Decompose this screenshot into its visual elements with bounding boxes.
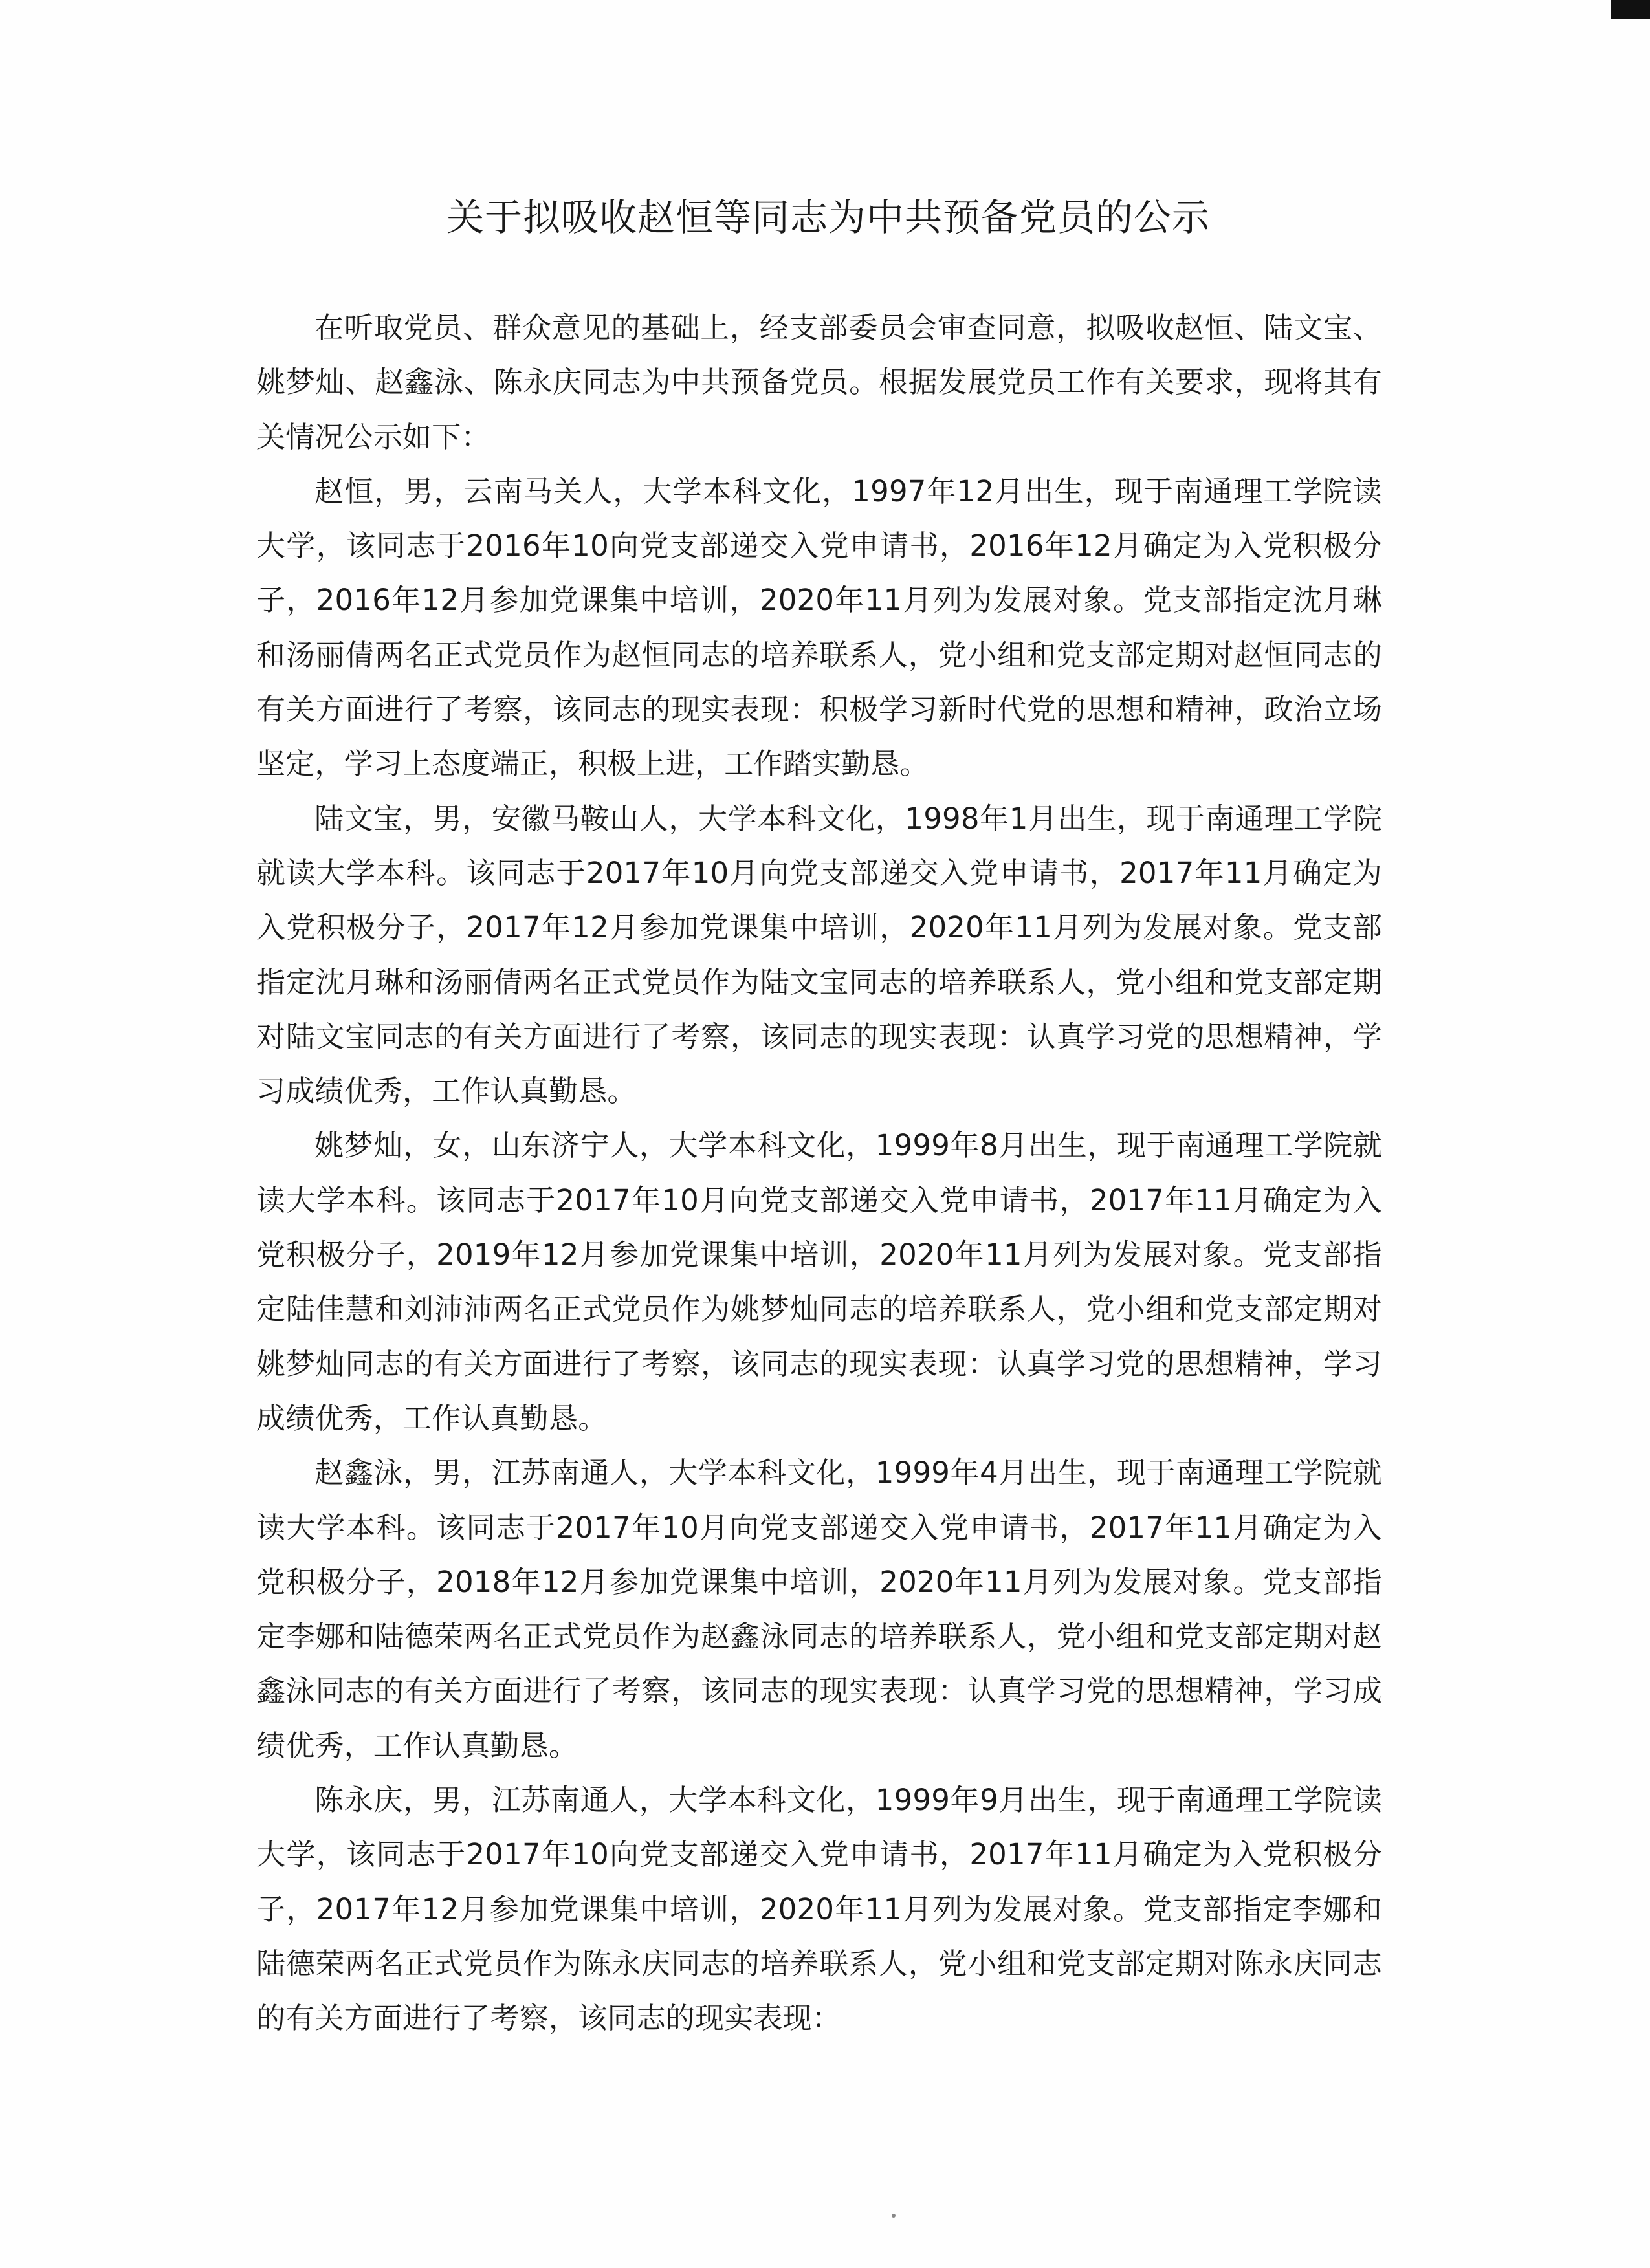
- document-body: [256, 301, 1382, 2046]
- scan-dot-mark: [892, 2214, 896, 2218]
- candidate-paragraph-zhao-heng: 赵恒，男，云南马关人，大学本科文化，1997年12月出生，现于南通理工学院读大学，该同志于2016年10向党支部递交入党申请书，2016年12月确定为入党积极分子，2016年12月参加党课集中培训，2020年11月列为发展对象。党支部指定沈月琳和汤丽倩两名正式党员作为赵恒同志的培养联系人，党小组和党支部定期对赵恒同志的有关方面进行了考察，该同志的现实表现：积极学习新时代党的思想和精神，政治立场坚定，学习上态度端正，积极上进，工作踏实勤恳。: [256, 474, 1382, 781]
- document-title: 关于拟吸收赵恒等同志为中共预备党员的公示: [446, 195, 1210, 239]
- candidate-paragraph-zhao-xinyong: 赵鑫泳，男，江苏南通人，大学本科文化，1999年4月出生，现于南通理工学院就读大学本科。该同志于2017年10月向党支部递交入党申请书，2017年11月确定为入党积极分子，2018年12月参加党课集中培训，2020年11月列为发展对象。党支部指定李娜和陆德荣两名正式党员作为赵鑫泳同志的培养联系人，党小组和党支部定期对赵鑫泳同志的有关方面进行了考察，该同志的现实表现：认真学习党的思想精神，学习成绩优秀，工作认真勤恳。: [256, 1456, 1382, 1763]
- candidate-paragraph-chen-yongqing: 陈永庆，男，江苏南通人，大学本科文化，1999年9月出生，现于南通理工学院读大学，该同志于2017年10向党支部递交入党申请书，2017年11月确定为入党积极分子，2017年12月参加党课集中培训，2020年11月列为发展对象。党支部指定李娜和陆德荣两名正式党员作为陈永庆同志的培养联系人，党小组和党支部定期对陈永庆同志的有关方面进行了考察，该同志的现实表现：: [256, 1783, 1382, 2036]
- scan-edge-mark: [1611, 0, 1650, 19]
- intro-paragraph: 在听取党员、群众意见的基础上，经支部委员会审查同意，拟吸收赵恒、陆文宝、姚梦灿、赵鑫泳、陈永庆同志为中共预备党员。根据发展党员工作有关要求，现将其有关情况公示如下：: [256, 311, 1382, 454]
- candidate-paragraph-lu-wenbao: 陆文宝，男，安徽马鞍山人，大学本科文化，1998年1月出生，现于南通理工学院就读大学本科。该同志于2017年10月向党支部递交入党申请书，2017年11月确定为入党积极分子，2017年12月参加党课集中培训，2020年11月列为发展对象。党支部指定沈月琳和汤丽倩两名正式党员作为陆文宝同志的培养联系人，党小组和党支部定期对陆文宝同志的有关方面进行了考察，该同志的现实表现：认真学习党的思想精神，学习成绩优秀，工作认真勤恳。: [256, 801, 1382, 1109]
- candidate-paragraph-yao-mengcan: 姚梦灿，女，山东济宁人，大学本科文化，1999年8月出生，现于南通理工学院就读大学本科。该同志于2017年10月向党支部递交入党申请书，2017年11月确定为入党积极分子，2019年12月参加党课集中培训，2020年11月列为发展对象。党支部指定陆佳慧和刘沛沛两名正式党员作为姚梦灿同志的培养联系人，党小组和党支部定期对姚梦灿同志的有关方面进行了考察，该同志的现实表现：认真学习党的思想精神，学习成绩优秀，工作认真勤恳。: [256, 1128, 1382, 1435]
